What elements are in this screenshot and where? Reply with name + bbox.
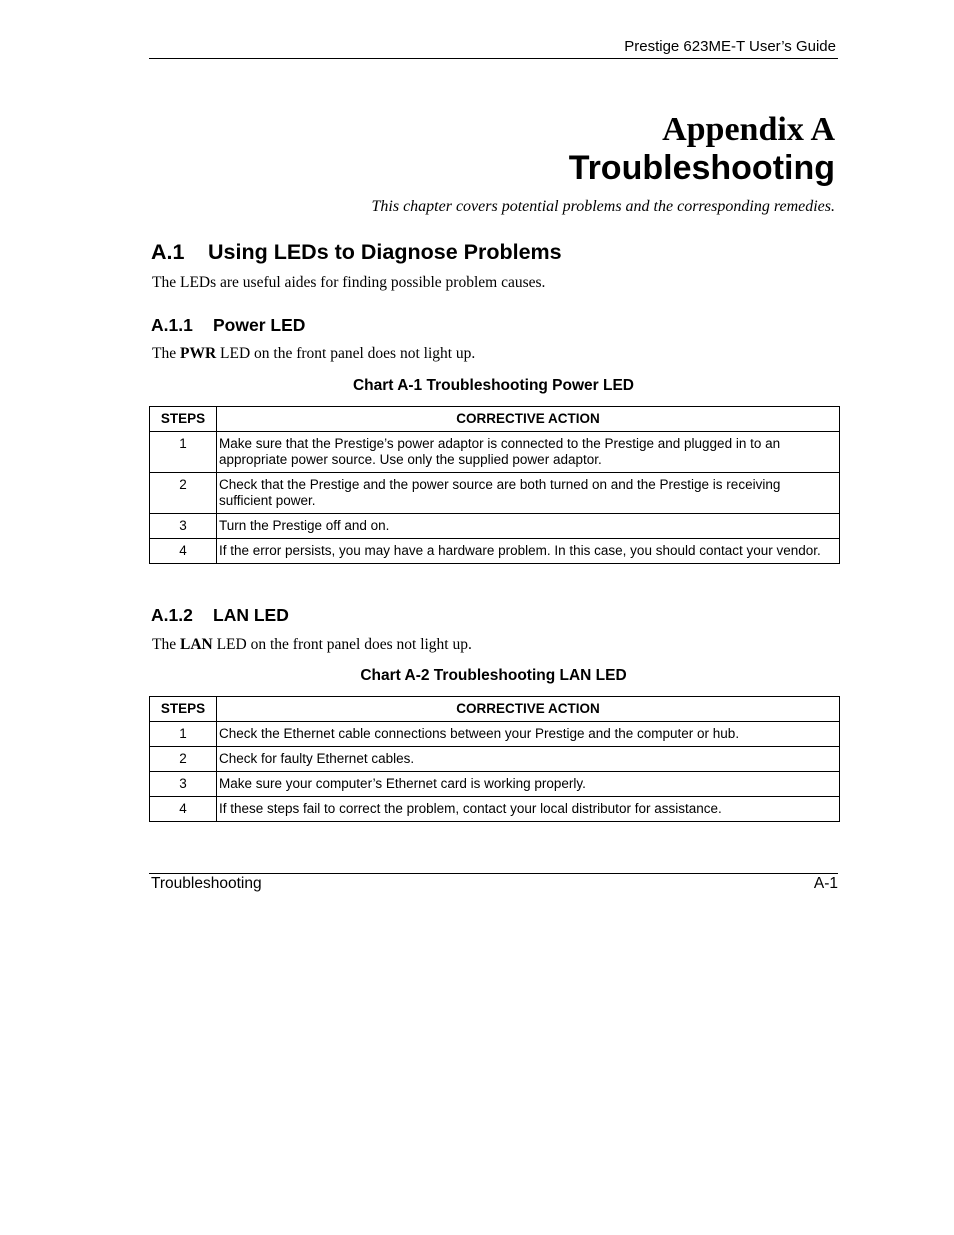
section-heading bbox=[151, 239, 562, 265]
footer-chapter-name: Troubleshooting bbox=[151, 875, 262, 892]
step-number: 1 bbox=[150, 722, 217, 747]
lan-led-body-suffix: LED on the front panel does not light up. bbox=[212, 636, 472, 653]
footer-page-number: A-1 bbox=[813, 875, 838, 892]
step-action: Check for faulty Ethernet cables. bbox=[217, 747, 840, 772]
lan-led-title: LAN LED bbox=[213, 605, 289, 625]
step-action: Turn the Prestige off and on. bbox=[217, 514, 840, 539]
chapter-title: Troubleshooting bbox=[568, 149, 835, 187]
lan-led-table bbox=[149, 696, 840, 822]
power-led-table bbox=[149, 406, 840, 564]
table-row bbox=[150, 514, 840, 539]
section-body: The LEDs are useful aides for finding possible problem causes. bbox=[152, 274, 546, 291]
power-led-body-suffix: LED on the front panel does not light up. bbox=[216, 345, 476, 362]
running-header: Prestige 623ME-T User’s Guide bbox=[624, 38, 836, 55]
lan-led-body-bold: LAN bbox=[179, 636, 213, 653]
power-led-chart-caption: Chart A-1 Troubleshooting Power LED bbox=[352, 377, 635, 394]
step-action: Make sure that the Prestige’s power adaptor is connected to the Prestige and plugged in to an appropriate power source. Use only the supplied power adaptor. bbox=[217, 432, 840, 473]
step-number: 1 bbox=[150, 432, 217, 473]
action-header: CORRECTIVE ACTION bbox=[217, 697, 840, 722]
lan-led-body bbox=[152, 635, 472, 655]
table-row bbox=[150, 797, 840, 822]
table-row bbox=[150, 722, 840, 747]
step-number: 2 bbox=[150, 747, 217, 772]
chapter-intro: This chapter covers potential problems and the corresponding remedies. bbox=[371, 198, 835, 215]
lan-led-number: A.1.2 bbox=[151, 605, 193, 625]
steps-header: STEPS bbox=[150, 697, 217, 722]
section-title: Using LEDs to Diagnose Problems bbox=[208, 240, 562, 264]
table-row bbox=[150, 539, 840, 564]
step-number: 3 bbox=[150, 772, 217, 797]
table-header-row bbox=[150, 697, 840, 722]
table-row bbox=[150, 747, 840, 772]
step-number: 4 bbox=[150, 539, 217, 564]
power-led-body-bold: PWR bbox=[179, 345, 217, 362]
step-action: Check that the Prestige and the power source are both turned on and the Prestige is receiving sufficient power. bbox=[217, 473, 840, 514]
table-row bbox=[150, 772, 840, 797]
table-row bbox=[150, 473, 840, 514]
action-header: CORRECTIVE ACTION bbox=[217, 407, 840, 432]
section-number: A.1 bbox=[151, 240, 185, 264]
steps-header: STEPS bbox=[150, 407, 217, 432]
lan-led-chart-caption: Chart A-2 Troubleshooting LAN LED bbox=[360, 667, 627, 684]
footer-rule bbox=[149, 873, 838, 874]
lan-led-body-prefix: The bbox=[152, 636, 180, 653]
step-action: Check the Ethernet cable connections between your Prestige and the computer or hub. bbox=[217, 722, 840, 747]
power-led-body-prefix: The bbox=[152, 345, 180, 362]
step-number: 4 bbox=[150, 797, 217, 822]
chapter-label: Appendix A bbox=[662, 111, 835, 148]
step-number: 2 bbox=[150, 473, 217, 514]
step-action: If the error persists, you may have a hardware problem. In this case, you should contact your vendor. bbox=[217, 539, 840, 564]
table-header-row bbox=[150, 407, 840, 432]
step-number: 3 bbox=[150, 514, 217, 539]
power-led-number: A.1.1 bbox=[151, 315, 193, 335]
table-row bbox=[150, 432, 840, 473]
header-rule bbox=[149, 58, 838, 59]
power-led-body bbox=[152, 344, 475, 364]
power-led-title: Power LED bbox=[213, 315, 306, 335]
step-action: Make sure your computer’s Ethernet card is working properly. bbox=[217, 772, 840, 797]
step-action: If these steps fail to correct the problem, contact your local distributor for assistance. bbox=[217, 797, 840, 822]
power-led-heading bbox=[151, 314, 305, 336]
lan-led-heading bbox=[151, 604, 289, 626]
